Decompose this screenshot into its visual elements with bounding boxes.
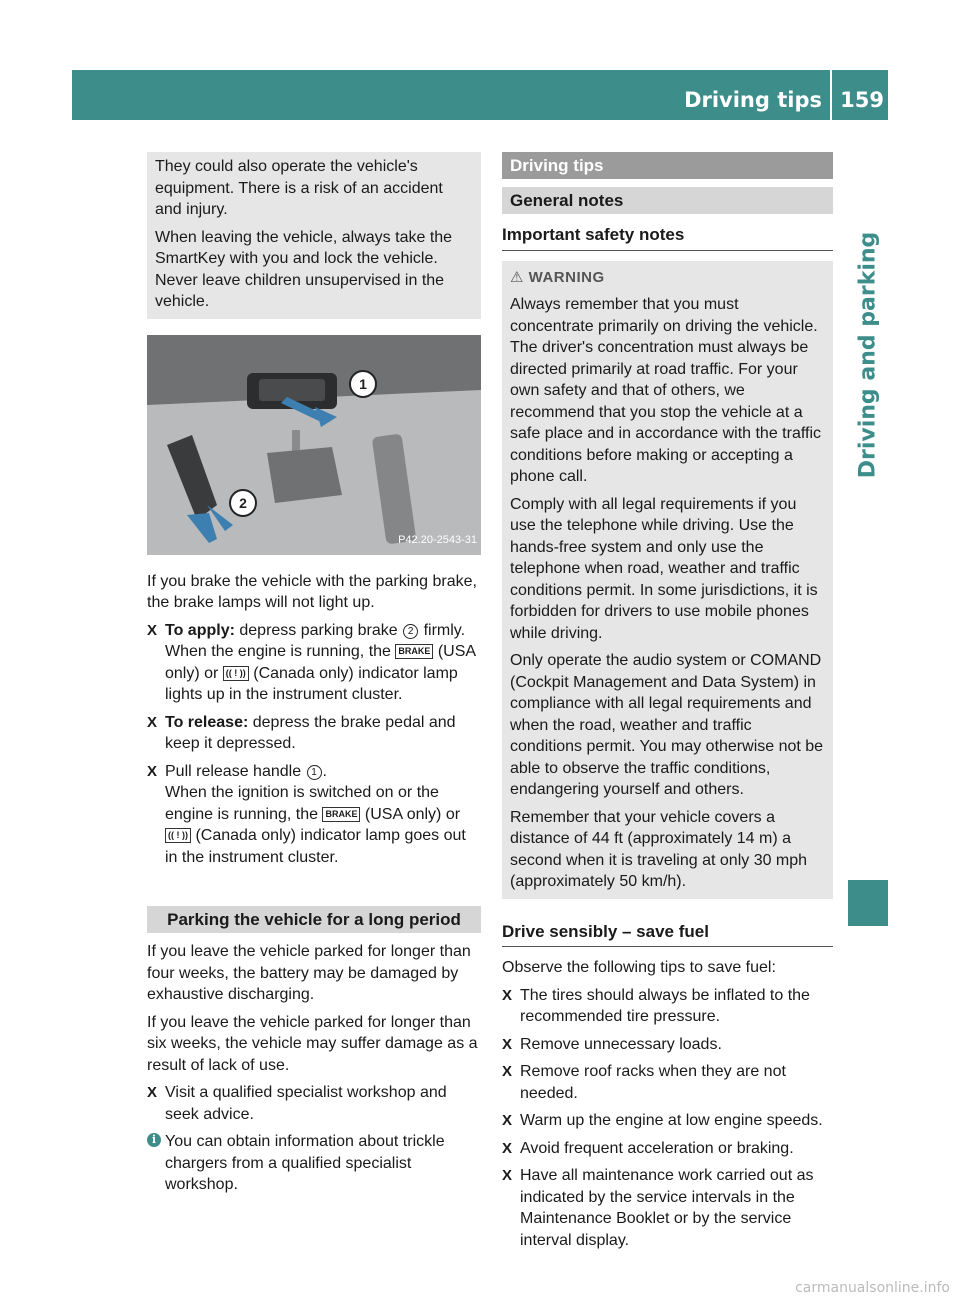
subsection-title: General notes <box>502 187 833 214</box>
side-tab-label: Driving and parking <box>855 231 881 479</box>
callout-2: 2 <box>229 489 257 517</box>
pull-text: (Canada only) indicator lamp goes out in the instrument cluster. <box>165 827 466 866</box>
safety-heading: Important safety notes <box>502 224 833 251</box>
step-arrow-icon: X <box>502 1112 513 1129</box>
pull-text: . <box>322 762 327 780</box>
figure-code: P42.20-2543-31 <box>398 534 477 546</box>
info-text: You can obtain information about trickle chargers from a qualified specialist workshop. <box>165 1133 445 1193</box>
visit-workshop-text: Visit a qualified specialist workshop and seek advice. <box>165 1084 447 1123</box>
warning-continuation-para: When leaving the vehicle, always take the SmartKey with you and lock the vehicle. Never leave children unsupervised in the vehicle. <box>155 228 453 310</box>
long-period-para: If you leave the vehicle parked for longer than six weeks, the vehicle may suffer damage as a result of lack of use. <box>147 1013 478 1074</box>
footer-watermark: carmanualsonline.info <box>795 1280 950 1296</box>
fuel-intro: Observe the following tips to save fuel: <box>502 959 776 976</box>
step-arrow-icon: X <box>502 1167 513 1184</box>
warning-continuation-box <box>147 152 481 319</box>
step-arrow-icon: X <box>147 1084 158 1101</box>
pull-text: When the ignition is switched on or the engine is running, the <box>165 784 439 823</box>
warning-para: Only operate the audio system or COMAND (Cockpit Management and Data System) in compliance with all legal requirements and when the road, weather and traffic conditions permit. You may otherwise not be able to observe the traffic conditions, endangering yourself and others. <box>510 652 824 798</box>
side-tab-marker <box>848 880 888 926</box>
parking-brake-figure <box>147 335 481 555</box>
parking-brake-illustration <box>147 335 481 555</box>
canada-brake-indicator-icon: (( ! )) <box>223 666 249 681</box>
left-column <box>147 152 481 1196</box>
warning-para: Remember that your vehicle covers a distance of 44 ft (approximately 14 m) a second when it is traveling at only 30 mph (approximately 50 km/h). <box>510 808 808 890</box>
fuel-tip-text: Remove unnecessary loads. <box>520 1035 722 1053</box>
page-number: 159 <box>840 88 884 112</box>
header-divider <box>830 70 832 120</box>
warning-box <box>502 261 833 899</box>
fuel-tip-text: Remove roof racks when they are not needed. <box>520 1063 786 1102</box>
fuel-tip <box>502 985 833 1028</box>
fuel-tip <box>502 1110 833 1132</box>
header-title: Driving tips <box>684 88 822 112</box>
callout-1: 1 <box>349 370 377 398</box>
long-period-heading: Parking the vehicle for a long period <box>147 906 481 933</box>
long-period-para: If you leave the vehicle parked for longer than four weeks, the battery may be damaged by exhaustive discharging. <box>147 943 471 1003</box>
warning-label: WARNING <box>528 268 605 286</box>
step-release <box>147 712 481 755</box>
pull-text: (USA only) or <box>360 805 461 823</box>
release-text: depress the brake pedal and keep it depressed. <box>165 713 456 752</box>
step-arrow-icon: X <box>502 1063 513 1080</box>
brake-indicator-icon: BRAKE <box>395 644 433 659</box>
fuel-tip-text: The tires should always be inflated to the recommended tire pressure. <box>520 986 810 1025</box>
brake-indicator-icon: BRAKE <box>322 807 360 822</box>
warning-para: Comply with all legal requirements if you use the telephone while driving. Use the hands-free system and only use the telephone when road, weather and traffic conditions permit. In some jurisdictions, it is forbidden for drivers to use mobile phones while driving. <box>510 495 818 642</box>
step-arrow-icon: X <box>147 762 158 780</box>
canada-brake-indicator-icon: (( ! )) <box>165 828 191 843</box>
callout-ref-1: 1 <box>307 765 322 780</box>
warning-header <box>510 267 825 289</box>
step-pull <box>147 761 481 869</box>
warning-para: Always remember that you must concentrate primarily on driving the vehicle. The driver's concentration must always be directed primarily at road traffic. For your own safety and that of others, we recommend that you stop the vehicle at a safe place and in accordance with the traffic conditions before making or accepting a phone call. <box>510 296 821 485</box>
apply-text: (Canada only) indicator lamp lights up in the instrument cluster. <box>165 664 458 703</box>
fuel-tip <box>502 1138 833 1160</box>
fuel-tip-text: Have all maintenance work carried out as indicated by the service intervals in the Maintenance Booklet or by the service interval display. <box>520 1167 814 1249</box>
side-tab <box>848 231 888 479</box>
warning-continuation-para: They could also operate the vehicle's equipment. There is a risk of an accident and injury. <box>155 158 443 218</box>
fuel-tip <box>502 1165 833 1251</box>
warning-triangle-icon: ⚠ <box>510 268 524 286</box>
pull-text: Pull release handle <box>165 762 306 780</box>
step-arrow-icon: X <box>147 621 158 639</box>
apply-text: depress parking brake <box>234 621 403 639</box>
fuel-tip <box>502 1034 833 1056</box>
step-arrow-icon: X <box>502 1035 513 1053</box>
apply-text: (USA only) or <box>165 643 476 682</box>
fuel-tip-text: Avoid frequent acceleration or braking. <box>520 1139 794 1157</box>
info-note <box>147 1131 481 1196</box>
section-title: Driving tips <box>502 152 833 179</box>
step-arrow-icon: X <box>147 713 158 731</box>
step-visit-workshop <box>147 1082 481 1125</box>
step-apply <box>147 620 481 706</box>
right-column <box>502 152 833 1257</box>
parking-brake-intro: If you brake the vehicle with the parking brake, the brake lamps will not light up. <box>147 572 477 611</box>
callout-ref-2: 2 <box>403 624 418 639</box>
fuel-tip-text: Warm up the engine at low engine speeds. <box>520 1112 823 1129</box>
step-arrow-icon: X <box>502 986 513 1004</box>
page-header <box>72 70 888 120</box>
apply-label: To apply: <box>165 621 235 639</box>
release-label: To release: <box>165 713 249 731</box>
step-arrow-icon: X <box>502 1139 513 1157</box>
fuel-heading: Drive sensibly – save fuel <box>502 921 833 948</box>
fuel-tip <box>502 1061 833 1104</box>
info-icon: i <box>147 1133 161 1147</box>
apply-text: firmly. When the engine is running, the <box>165 621 466 660</box>
